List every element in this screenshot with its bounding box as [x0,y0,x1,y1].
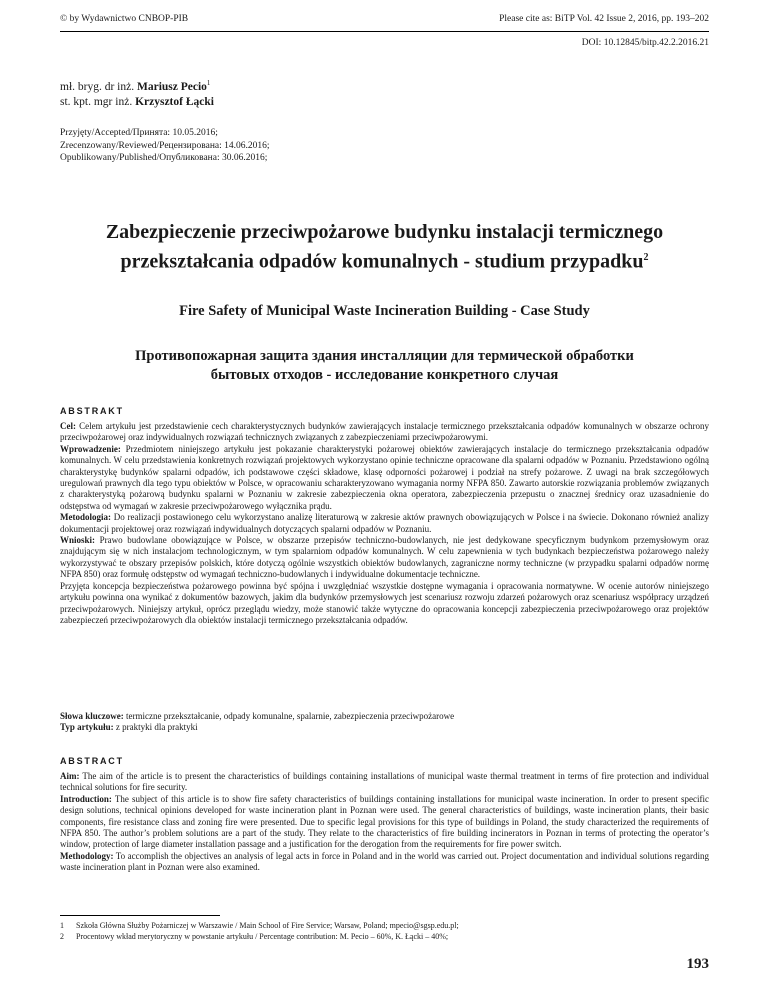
footnote-2: 2 Procentowy wkład merytoryczny w powstanie artykułu / Percentage contribution: M. Pecio – 60%, K. Łącki – 40%; [60,932,449,941]
date-published: Opublikowany/Published/Опубликована: 30.06.2016; [60,153,268,163]
abstrakt-body [60,421,709,626]
publisher-copyright: © by Wydawnictwo CNBOP-PIB [60,14,189,24]
date-reviewed: Zrecenzowany/Reviewed/Рецензирована: 14.06.2016; [60,140,270,151]
footnote-rule [60,915,220,916]
running-header [60,14,709,24]
abstract-heading: ABSTRACT [60,756,124,766]
footnote-mark-1[interactable]: 1 [206,79,211,87]
footnote-mark-2[interactable]: 2 [643,252,649,263]
footnotes [60,920,709,942]
abstrakt-conclusions: Wnioski: Prawo budowlane obowiązujące w Polsce, w obszarze przepisów techniczno-budowlanych, nie jest dedykowane specyficznym budynkom przemysłowym oraz znajdującym się w nich instalacjom technologicznym, w tym spalarniom odpadów komunalnych. W celu zapewnienia w tych budynkach bezpieczeństwa pożarowego należy wykorzystywać te obszary przepisów polskich, które dotyczą ogólnie wszystkich obiektów budowlanych, zagraniczne normy techniczne (w przypadku spalarni odpadów normę NFPA 850) oraz formułę odstępstw od wymagań techniczno-budowlanych i indywidualne dokumentacje techniczne. [60,535,709,580]
abstrakt-concept: Przyjęta koncepcja bezpieczeństwa pożarowego powinna być spójna i uwzględniać wszystkie dostępne wymagania i opracowania normatywne. W ocenie autorów niniejszego artykułu powinna ona wynikać z dokumentów bazowych, jakim dla budynków przemysłowych jest scenariusz rozwoju zdarzeń pożarowych oraz scenariusz współpracy urządzeń przeciwpożarowych. Niniejszy artykuł, oprócz przeglądu wiedzy, może stanowić także wytyczne do opracowania koncepcji zabezpieczenia przeciwpożarowego oraz projektów zabezpieczeń przeciwpożarowych dla obiektów instalacji termicznego przekształcania odpadów. [60,580,709,625]
abstrakt-aim: Cel: Celem artykułu jest przedstawienie cech charakterystycznych budynków zawierających instalacje termicznego przekształcania odpadów komunalnych w obszarze ochrony przeciwpożarowej oraz indywidualnych rozwiązań technicznych związanych z zabezpieczeniami przeciwpożarowymi. [60,421,709,443]
abstract-aim: Aim: The aim of the article is to present the characteristics of buildings containing installations of municipal waste thermal treatment in terms of fire protection and individual technical solutions for fire security. [60,771,709,793]
author-1: mł. bryg. dr inż. Mariusz Pecio$^1$ [60,79,211,93]
author-2-name: Krzysztof Łącki [135,95,214,108]
article-dates [60,127,270,165]
header-rule [60,31,709,32]
title-russian: Противопожарная защита здания инсталляции для термической обработки бытовых отходов - исследование конкретного случая [135,348,634,383]
abstract-introduction: Introduction: The subject of this article is to show fire safety characteristics of buildings containing installations for municipal waste incineration. In order to present specific design solutions, technical opinions developed for waste incineration plant in Poznan were used. The general characteristics of buildings, waste incineration plants, their basic components, fire resistance class and zoning fire were presented. Due to specific legal provisions for this type of buildings in Poland, the study characterized the requirements of NFPA 850. The author’s problem solutions are a part of the study. They relate to the characteristics of fire building incinerators in Poznan in terms of protecting the operator’s window, protection of large diameter installation passage and a justification for the derogation from the requirements for fire power switch. [60,793,709,850]
author-2: st. kpt. mgr inż. Krzysztof Łącki [60,95,214,108]
abstrakt-heading: ABSTRAKT [60,406,124,416]
footnote-1: 1 Szkoła Główna Służby Pożarniczej w Warszawie / Main School of Fire Service; Warsaw, Poland; mpecio@sgsp.edu.pl; [60,921,459,930]
keywords: Słowa kluczowe: termiczne przekształcanie, odpady komunalne, spalarnie, zabezpieczenia przeciwpożarowe [60,711,455,721]
article-type: Typ artykułu: z praktyki dla praktyki [60,722,198,733]
author-list [60,76,214,110]
doi: DOI: 10.12845/bitp.42.2.2016.21 [581,38,709,48]
citation-note: Please cite as: BiTP Vol. 42 Issue 2, 2016, pp. 193–202 [499,14,709,24]
abstrakt-methodology: Metodologia: Do realizacji postawionego celu wykorzystano analizę literaturową w zakresie aktów prawnych obowiązujących w Polsce i na świecie. Dokonano również analizy dokumentacji projektowej oraz rozwiązań indywidualnych dotyczących spalarni odpadów w Poznaniu. [60,512,709,534]
title-english: Fire Safety of Municipal Waste Incineration Building - Case Study [179,303,590,319]
date-accepted: Przyjęty/Accepted/Принята: 10.05.2016; [60,128,218,138]
page-number: 193 [686,956,709,972]
title-polish: Zabezpieczenie przeciwpożarowe budynku instalacji termicznego przekształcania odpadów komunalnych - studium przypadku$^2$ [105,221,664,273]
abstract-body [60,771,709,874]
author-1-name: Mariusz Pecio [136,80,207,93]
abstract-methodology: Methodology: To accomplish the objectives an analysis of legal acts in force in Poland and in the world was carried out. Project documentation and individual solutions regarding waste incineration plant in Poznan were also examined. [60,850,709,873]
abstrakt-introduction: Wprowadzenie: Przedmiotem niniejszego artykułu jest pokazanie charakterystyki pożarowej obiektów zawierających instalacje do termicznego przekształcania odpadów komunalnych. W celu przedstawienia konkretnych rozwiązań projektowych wykorzystano opinie techniczne opracowane dla spalarni odpadów w Poznaniu. Przedstawiono ogólną charakterystykę budynków spalarni odpadów, ich podstawowe części składowe, klasę odporności pożarowej i podział na strefy pożarowe. Z uwagi na brak szczegółowych uregulowań prawnych dla tego typu obiektów w Polsce, w opracowaniu scharakteryzowano wymagania normy NFPA 850. Zawarto autorskie rozwiązania problemów związanych z charakterystyką pożarową budynku spalarni w Poznaniu w zakresie zabezpieczenia okna operatora, zabezpieczenia przepustu o znacznej średnicy oraz uzasadnienie do odstępstwa od wymagań w zakresie przeciwpożarowego wyłącznika prądu. [60,443,709,511]
article-page [60,0,709,994]
keywords-block [60,711,709,734]
